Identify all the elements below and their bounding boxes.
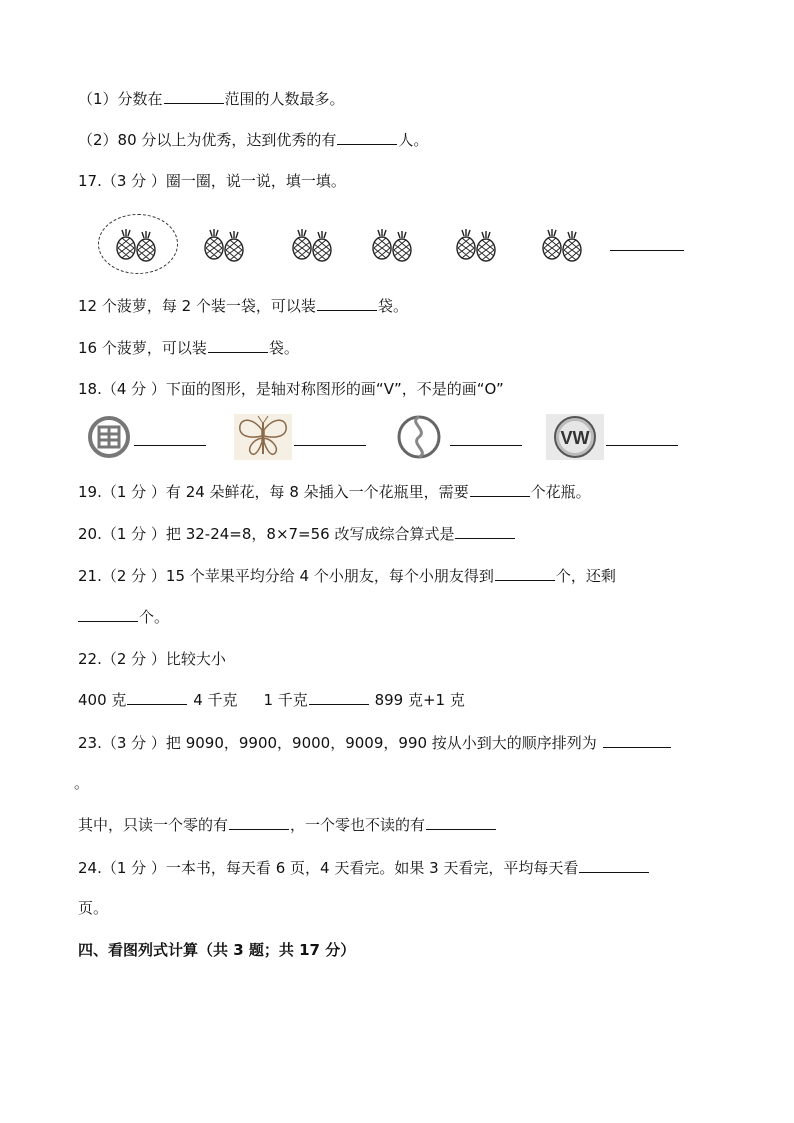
q20 xyxy=(78,523,516,545)
pineapple-pair-icon xyxy=(112,222,162,266)
q19 xyxy=(78,481,591,503)
q21 xyxy=(78,565,616,587)
q17-line-a xyxy=(78,295,408,317)
q23-text-c: 其中，只读一个零的有 xyxy=(78,816,229,834)
q23-text-d: ，一个零也不读的有 xyxy=(290,816,426,834)
q24 xyxy=(78,857,650,879)
q18-title: 18.（4 分 ）下面的图形，是轴对称图形的画“V”，不是的画“O” xyxy=(78,380,504,398)
q21-text-b: 个，还剩 xyxy=(555,567,616,585)
q21-continued xyxy=(78,606,169,628)
bank-logo-icon xyxy=(86,414,132,460)
q16-part2 xyxy=(78,129,428,151)
answer-blank[interactable] xyxy=(134,445,206,446)
answer-blank[interactable] xyxy=(208,338,268,353)
q17-line-a-text-a: 12 个菠萝，每 2 个装一袋，可以装 xyxy=(78,297,316,315)
butterfly-icon xyxy=(234,414,292,460)
answer-blank[interactable] xyxy=(606,445,678,446)
answer-blank[interactable] xyxy=(164,89,224,104)
answer-blank[interactable] xyxy=(450,445,522,446)
section-heading: 四、看图列式计算（共 3 题；共 17 分） xyxy=(78,941,356,959)
q22-text-a: 400 克 xyxy=(78,691,127,709)
q16-part1 xyxy=(78,88,345,110)
answer-blank[interactable] xyxy=(78,607,138,622)
answer-blank[interactable] xyxy=(426,815,496,830)
q23-text-a: 23.（3 分 ）把 9090，9900，9000，9009，990 按从小到大的顺序排列为 xyxy=(78,734,597,752)
q23 xyxy=(78,732,672,754)
answer-blank[interactable] xyxy=(127,690,187,705)
q22-text-b: 4 千克 xyxy=(193,691,238,709)
vw-logo-icon xyxy=(546,414,604,460)
pineapple-pair-icon xyxy=(538,222,588,266)
q16-part1-text-b: 范围的人数最多。 xyxy=(224,90,345,108)
q23-period: 。 xyxy=(74,774,90,792)
answer-blank[interactable] xyxy=(470,482,530,497)
q21-text-a: 21.（2 分 ）15 个苹果平均分给 4 个小朋友，每个小朋友得到 xyxy=(78,567,494,585)
q17-line-b-text-b: 袋。 xyxy=(268,339,299,357)
q22-text-c: 1 千克 xyxy=(263,691,308,709)
q19-text-b: 个花瓶。 xyxy=(530,483,591,501)
q22-text-d: 899 克+1 克 xyxy=(374,691,465,709)
q22-title: 22.（2 分 ）比较大小 xyxy=(78,650,226,668)
vw-logo-text: VW xyxy=(560,428,590,448)
q24-continued: 页。 xyxy=(78,899,109,917)
q17-line-b xyxy=(78,337,299,359)
s-curve-logo-icon xyxy=(394,414,444,460)
pineapple-pair-icon xyxy=(452,222,502,266)
q24-text-a: 24.（1 分 ）一本书，每天看 6 页，4 天看完。如果 3 天看完，平均每天看 xyxy=(78,859,579,877)
q21-text-c: 个。 xyxy=(139,608,170,626)
q22-compare xyxy=(78,689,465,711)
q17-line-a-text-b: 袋。 xyxy=(377,297,408,315)
answer-blank[interactable] xyxy=(610,250,684,251)
pineapple-pair-icon xyxy=(200,222,250,266)
q16-part1-text-a: （1）分数在 xyxy=(78,90,163,108)
q20-text: 20.（1 分 ）把 32-24=8，8×7=56 改写成综合算式是 xyxy=(78,525,455,543)
q19-text-a: 19.（1 分 ）有 24 朵鲜花，每 8 朵插入一个花瓶里，需要 xyxy=(78,483,469,501)
answer-blank[interactable] xyxy=(603,733,671,748)
answer-blank[interactable] xyxy=(495,566,555,581)
answer-blank[interactable] xyxy=(455,524,515,539)
pineapple-pair-icon xyxy=(368,222,418,266)
pineapple-pair-icon xyxy=(288,222,338,266)
answer-blank[interactable] xyxy=(294,445,366,446)
q17-line-b-text-a: 16 个菠萝，可以装 xyxy=(78,339,207,357)
q17-title: 17.（3 分 ）圈一圈，说一说，填一填。 xyxy=(78,172,346,190)
q23-sub xyxy=(78,814,497,836)
q16-part2-text-a: （2）80 分以上为优秀，达到优秀的有 xyxy=(78,131,337,149)
answer-blank[interactable] xyxy=(229,815,289,830)
answer-blank[interactable] xyxy=(337,130,397,145)
answer-blank[interactable] xyxy=(317,296,377,311)
answer-blank[interactable] xyxy=(579,858,649,873)
answer-blank[interactable] xyxy=(309,690,369,705)
q16-part2-text-b: 人。 xyxy=(398,131,429,149)
